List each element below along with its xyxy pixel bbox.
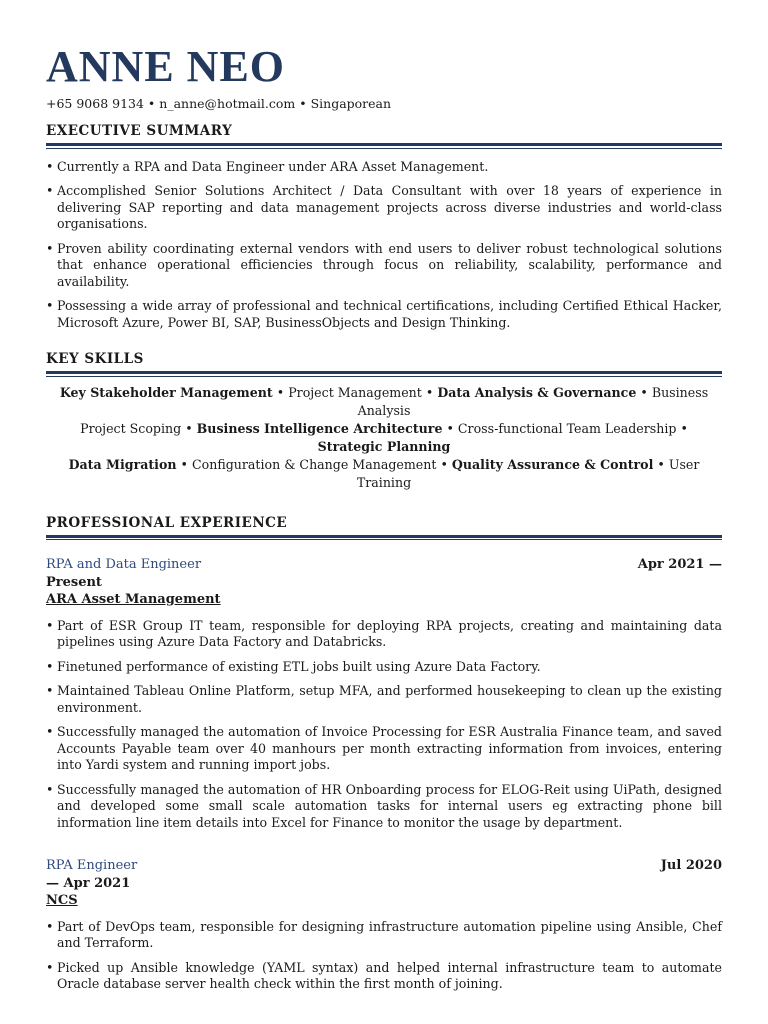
contact-line: +65 9068 9134 • n_anne@hotmail.com • Singaporean	[46, 96, 392, 111]
skill: Project Management	[288, 384, 422, 400]
duty-item: • Part of ESR Group IT team, responsible for deploying RPA projects, creating and maintaining data pipelines using Azure Data Factory and Databricks.	[46, 618, 722, 651]
skill-separator: •	[680, 420, 688, 436]
duty-item: • Part of DevOps team, responsible for designing infrastructure automation pipeline using Ansible, Chef and Terraform.	[46, 919, 722, 952]
job-title: RPA Engineer	[46, 858, 138, 873]
job-date-start: Jul 2020	[660, 858, 722, 873]
job-title: RPA and Data Engineer	[46, 557, 202, 572]
skills-section	[46, 351, 722, 492]
skill: Key Stakeholder Management	[59, 384, 273, 400]
skill: Cross-functional Team Leadership	[457, 420, 677, 436]
duty-item: • Picked up Ansible knowledge (YAML syntax) and helped internal infrastructure team to automate Oracle database server health check within the first month of joining.	[46, 960, 722, 993]
candidate-name: ANNE NEO	[46, 42, 286, 91]
skill: Data Migration	[68, 456, 177, 472]
skill: Business Analysis	[357, 384, 709, 418]
job-header	[46, 857, 722, 910]
skills-line-2	[46, 420, 722, 456]
job-header	[46, 556, 722, 609]
job-date-end: Present	[46, 574, 102, 590]
skills-line-3	[46, 456, 722, 492]
job-duties	[46, 618, 722, 832]
skill-separator: •	[185, 420, 193, 436]
duty-item: • Finetuned performance of existing ETL jobs built using Azure Data Factory.	[46, 659, 722, 676]
summary-list	[46, 159, 722, 332]
skill: Strategic Planning	[317, 438, 451, 454]
summary-item: • Currently a RPA and Data Engineer under ARA Asset Management.	[46, 159, 722, 176]
skill: User Training	[356, 456, 700, 490]
skill-separator: •	[446, 420, 454, 436]
job-entry	[46, 857, 722, 993]
job-date-start: Apr 2021 —	[637, 557, 722, 572]
company-name: NCS	[46, 893, 78, 908]
skill-separator: •	[657, 456, 665, 472]
skill-separator: •	[440, 456, 448, 472]
job-date-end: — Apr 2021	[46, 875, 131, 891]
experience-divider	[46, 535, 722, 541]
duty-item: • Successfully managed the automation of Invoice Processing for ESR Australia Finance team, and saved Accounts Payable team over 40 manhours per month extracting information from invoices, entering into Yardi system and running import jobs.	[46, 724, 722, 774]
skill-separator: •	[425, 384, 434, 400]
skill-separator: •	[276, 384, 285, 400]
company-name: ARA Asset Management	[46, 592, 221, 607]
skills-line-1	[46, 384, 722, 420]
skill: Configuration & Change Management	[192, 456, 437, 472]
skill-separator: •	[640, 384, 648, 400]
summary-heading: EXECUTIVE SUMMARY	[46, 123, 233, 139]
summary-item: • Proven ability coordinating external vendors with end users to deliver robust technological solutions that enhance operational efficiencies through focus on reliability, scalability, performance and availability.	[46, 241, 722, 291]
summary-divider	[46, 143, 722, 149]
duty-item: • Successfully managed the automation of HR Onboarding process for ELOG-Reit using UiPath, designed and developed some small scale automation tasks for internal users eg extracting phone bill information line item details into Excel for Finance to monitor the usage by department.	[46, 782, 722, 832]
summary-section	[46, 123, 722, 331]
job-duties	[46, 919, 722, 993]
summary-item: • Possessing a wide array of professional and technical certifications, including Certified Ethical Hacker, Microsoft Azure, Power BI, SAP, BusinessObjects and Design Thinking.	[46, 298, 722, 331]
skills-divider	[46, 371, 722, 377]
skill-separator: •	[180, 456, 188, 472]
skill: Project Scoping	[80, 420, 182, 436]
job-entry	[46, 556, 722, 831]
duty-item: • Maintained Tableau Online Platform, setup MFA, and performed housekeeping to clean up the existing environment.	[46, 683, 722, 716]
skills-heading: KEY SKILLS	[46, 351, 144, 367]
skills-block	[46, 384, 722, 492]
skill: Data Analysis & Governance	[437, 384, 637, 400]
skill: Quality Assurance & Control	[451, 456, 654, 472]
skill: Business Intelligence Architecture	[196, 420, 443, 436]
summary-item: • Accomplished Senior Solutions Architect / Data Consultant with over 18 years of experience in delivering SAP reporting and data management projects across diverse industries and world-class organisations.	[46, 183, 722, 233]
experience-section	[46, 515, 722, 993]
experience-heading: PROFESSIONAL EXPERIENCE	[46, 514, 288, 531]
